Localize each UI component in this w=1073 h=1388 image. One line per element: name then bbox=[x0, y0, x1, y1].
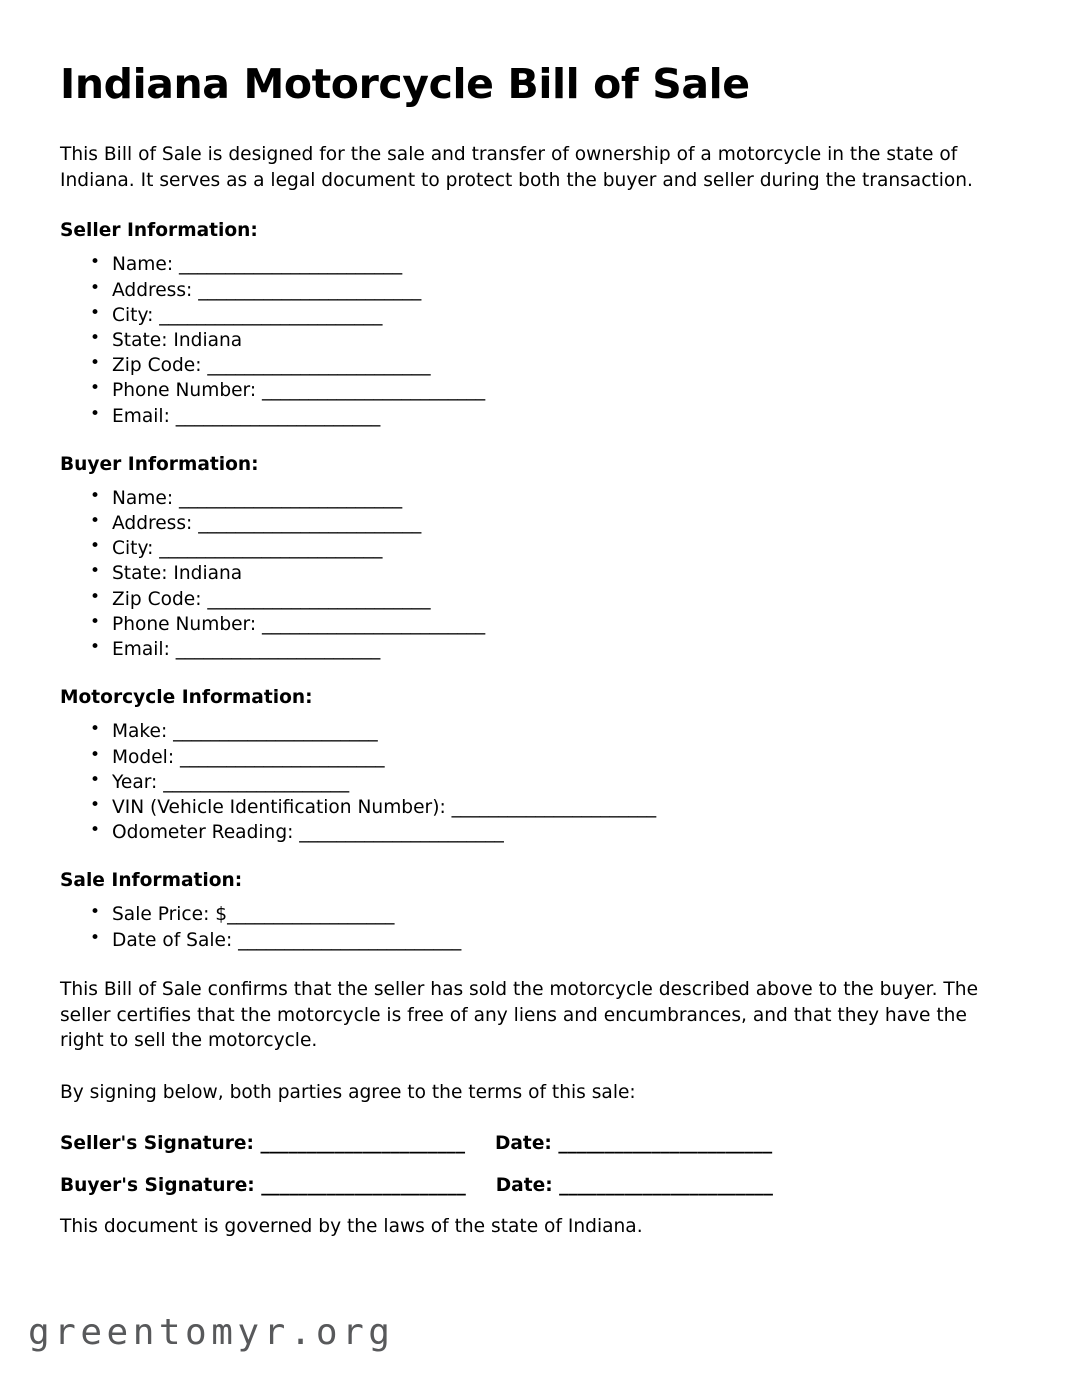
list-item: • Phone Number: ________________________ bbox=[112, 612, 1005, 637]
list-item: • Zip Code: ________________________ bbox=[112, 353, 1005, 378]
list-item: • Make: ______________________ bbox=[112, 719, 1005, 744]
buyer-signature-blank[interactable]: ______________________ bbox=[261, 1174, 466, 1196]
list-item: • Address: ________________________ bbox=[112, 278, 1005, 303]
seller-date-label: Date: bbox=[494, 1133, 552, 1155]
list-item: • City: ________________________ bbox=[112, 536, 1005, 561]
seller-information-list bbox=[60, 252, 1005, 428]
seller-information-heading: Seller Information: bbox=[60, 220, 258, 242]
site-watermark: greentomyr.org bbox=[28, 1312, 395, 1353]
list-item: • Email: ______________________ bbox=[112, 637, 1005, 662]
list-item: • Zip Code: ________________________ bbox=[112, 587, 1005, 612]
page-title: Indiana Motorcycle Bill of Sale bbox=[60, 60, 750, 108]
list-item: • VIN (Vehicle Identification Number): ______________________ bbox=[112, 795, 1005, 820]
seller-signature-row bbox=[60, 1131, 1005, 1156]
list-item: • Name: ________________________ bbox=[112, 486, 1005, 511]
seller-date-blank[interactable]: _______________________ bbox=[558, 1133, 773, 1155]
list-item: • City: ________________________ bbox=[112, 303, 1005, 328]
list-item: • Phone Number: ________________________ bbox=[112, 378, 1005, 403]
list-item: • Date of Sale: ________________________ bbox=[112, 928, 1005, 953]
buyer-date-label: Date: bbox=[495, 1174, 553, 1196]
buyer-information-list bbox=[60, 486, 1005, 662]
list-item: • Odometer Reading: ______________________ bbox=[112, 820, 1005, 845]
list-item: • Model: ______________________ bbox=[112, 745, 1005, 770]
confirmation-paragraph: This Bill of Sale confirms that the seller has sold the motorcycle described above to the buyer. The seller certifies that the motorcycle is free of any liens and encumbrances, and that they have the right to sell the motorcycle. bbox=[60, 978, 979, 1052]
motorcycle-information-list bbox=[60, 719, 1005, 845]
agreement-paragraph: By signing below, both parties agree to the terms of this sale: bbox=[60, 1081, 636, 1103]
seller-signature-blank[interactable]: ______________________ bbox=[260, 1133, 465, 1155]
list-item: • Name: ________________________ bbox=[112, 252, 1005, 277]
buyer-signature-label: Buyer's Signature: bbox=[60, 1174, 255, 1196]
buyer-information-heading: Buyer Information: bbox=[60, 453, 259, 475]
list-item: • Sale Price: $__________________ bbox=[112, 902, 1005, 927]
list-item: • Email: ______________________ bbox=[112, 404, 1005, 429]
buyer-signature-row bbox=[60, 1173, 1005, 1198]
governing-law-text: This document is governed by the laws of the state of Indiana. bbox=[60, 1215, 643, 1237]
motorcycle-information-heading: Motorcycle Information: bbox=[60, 687, 313, 709]
list-item: • Year: ____________________ bbox=[112, 770, 1005, 795]
list-item: • State: Indiana bbox=[112, 561, 1005, 586]
seller-signature-label: Seller's Signature: bbox=[60, 1133, 254, 1155]
list-item: • Address: ________________________ bbox=[112, 511, 1005, 536]
sale-information-list bbox=[60, 902, 1005, 952]
list-item: • State: Indiana bbox=[112, 328, 1005, 353]
intro-paragraph: This Bill of Sale is designed for the sale and transfer of ownership of a motorcycle in the state of Indiana. It serves as a legal document to protect both the buyer and seller during the transaction. bbox=[60, 143, 973, 191]
buyer-date-blank[interactable]: _______________________ bbox=[559, 1174, 773, 1196]
sale-information-heading: Sale Information: bbox=[60, 870, 243, 892]
